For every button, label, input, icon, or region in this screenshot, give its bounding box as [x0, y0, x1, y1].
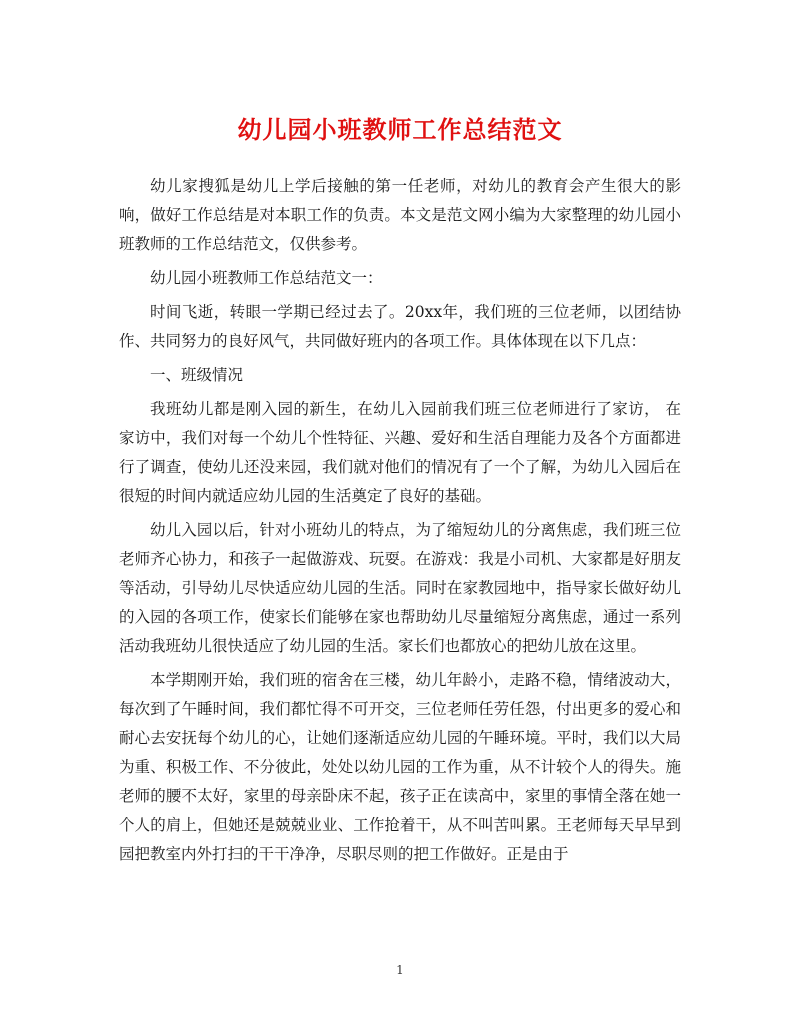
- document-title: 幼儿园小班教师工作总结范文: [237, 115, 563, 144]
- paragraph-subtitle: 幼儿园小班教师工作总结范文一：: [150, 269, 383, 287]
- paragraph-adaptation: 幼儿入园以后，针对小班幼儿的特点，为了缩短幼儿的分离焦虑，我们班三位老师齐心协力，和孩子一起做游戏、玩耍。在游戏：我是小司机、大家都是好朋友等活动，引导幼儿尽快适应幼儿园的生活。同时在家教园地中，指导家长做好幼儿的入园的各项工作，使家长们能够在家也帮助幼儿尽量缩短分离焦虑，通过一系列活动我班幼儿很快适应了幼儿园的生活。家长们也都放心的把幼儿放在这里。: [119, 521, 681, 655]
- paragraph-intro: 幼儿家搜狐是幼儿上学后接触的第一任老师，对幼儿的教育会产生很大的影响，做好工作总结是对本职工作的负责。本文是范文网小编为大家整理的幼儿园小班教师的工作总结范文，仅供参考。: [119, 177, 681, 253]
- paragraph-semester: 本学期刚开始，我们班的宿舍在三楼，幼儿年龄小，走路不稳，情绪波动大，每次到了午睡时间，我们都忙得不可开交，三位老师任劳任怨，付出更多的爱心和耐心去安抚每个幼儿的心，让她们逐渐适应幼儿园的午睡环境。平时，我们以大局为重、积极工作、不分彼此，处处以幼儿园的工作为重，从不计较个人的得失。施老师的腰不太好，家里的母亲卧床不起，孩子正在读高中，家里的事情全落在她一个人的肩上，但她还是兢兢业业、工作抢着干，从不叫苦叫累。王老师每天早早到园把教室内外打扫的干干净净，尽职尽则的把工作做好。正是由于: [119, 671, 681, 863]
- section-heading: 一、班级情况: [150, 366, 244, 384]
- paragraph-opening: 时间飞逝，转眼一学期已经过去了。20xx年，我们班的三位老师，以团结协作、共同努力的良好风气，共同做好班内的各项工作。具体体现在以下几点：: [119, 303, 681, 350]
- paragraph-class-situation: 我班幼儿都是刚入园的新生，在幼儿入园前我们班三位老师进行了家访， 在家访中，我们对每一个幼儿个性特征、兴趣、爱好和生活自理能力及各个方面都进行了调查，使幼儿还没来园，我们就对他们的情况有了一个了解，为幼儿入园后在很短的时间内就适应幼儿园的生活奠定了良好的基础。: [119, 400, 681, 505]
- page-number: 1: [396, 963, 404, 977]
- document-body: [119, 172, 681, 874]
